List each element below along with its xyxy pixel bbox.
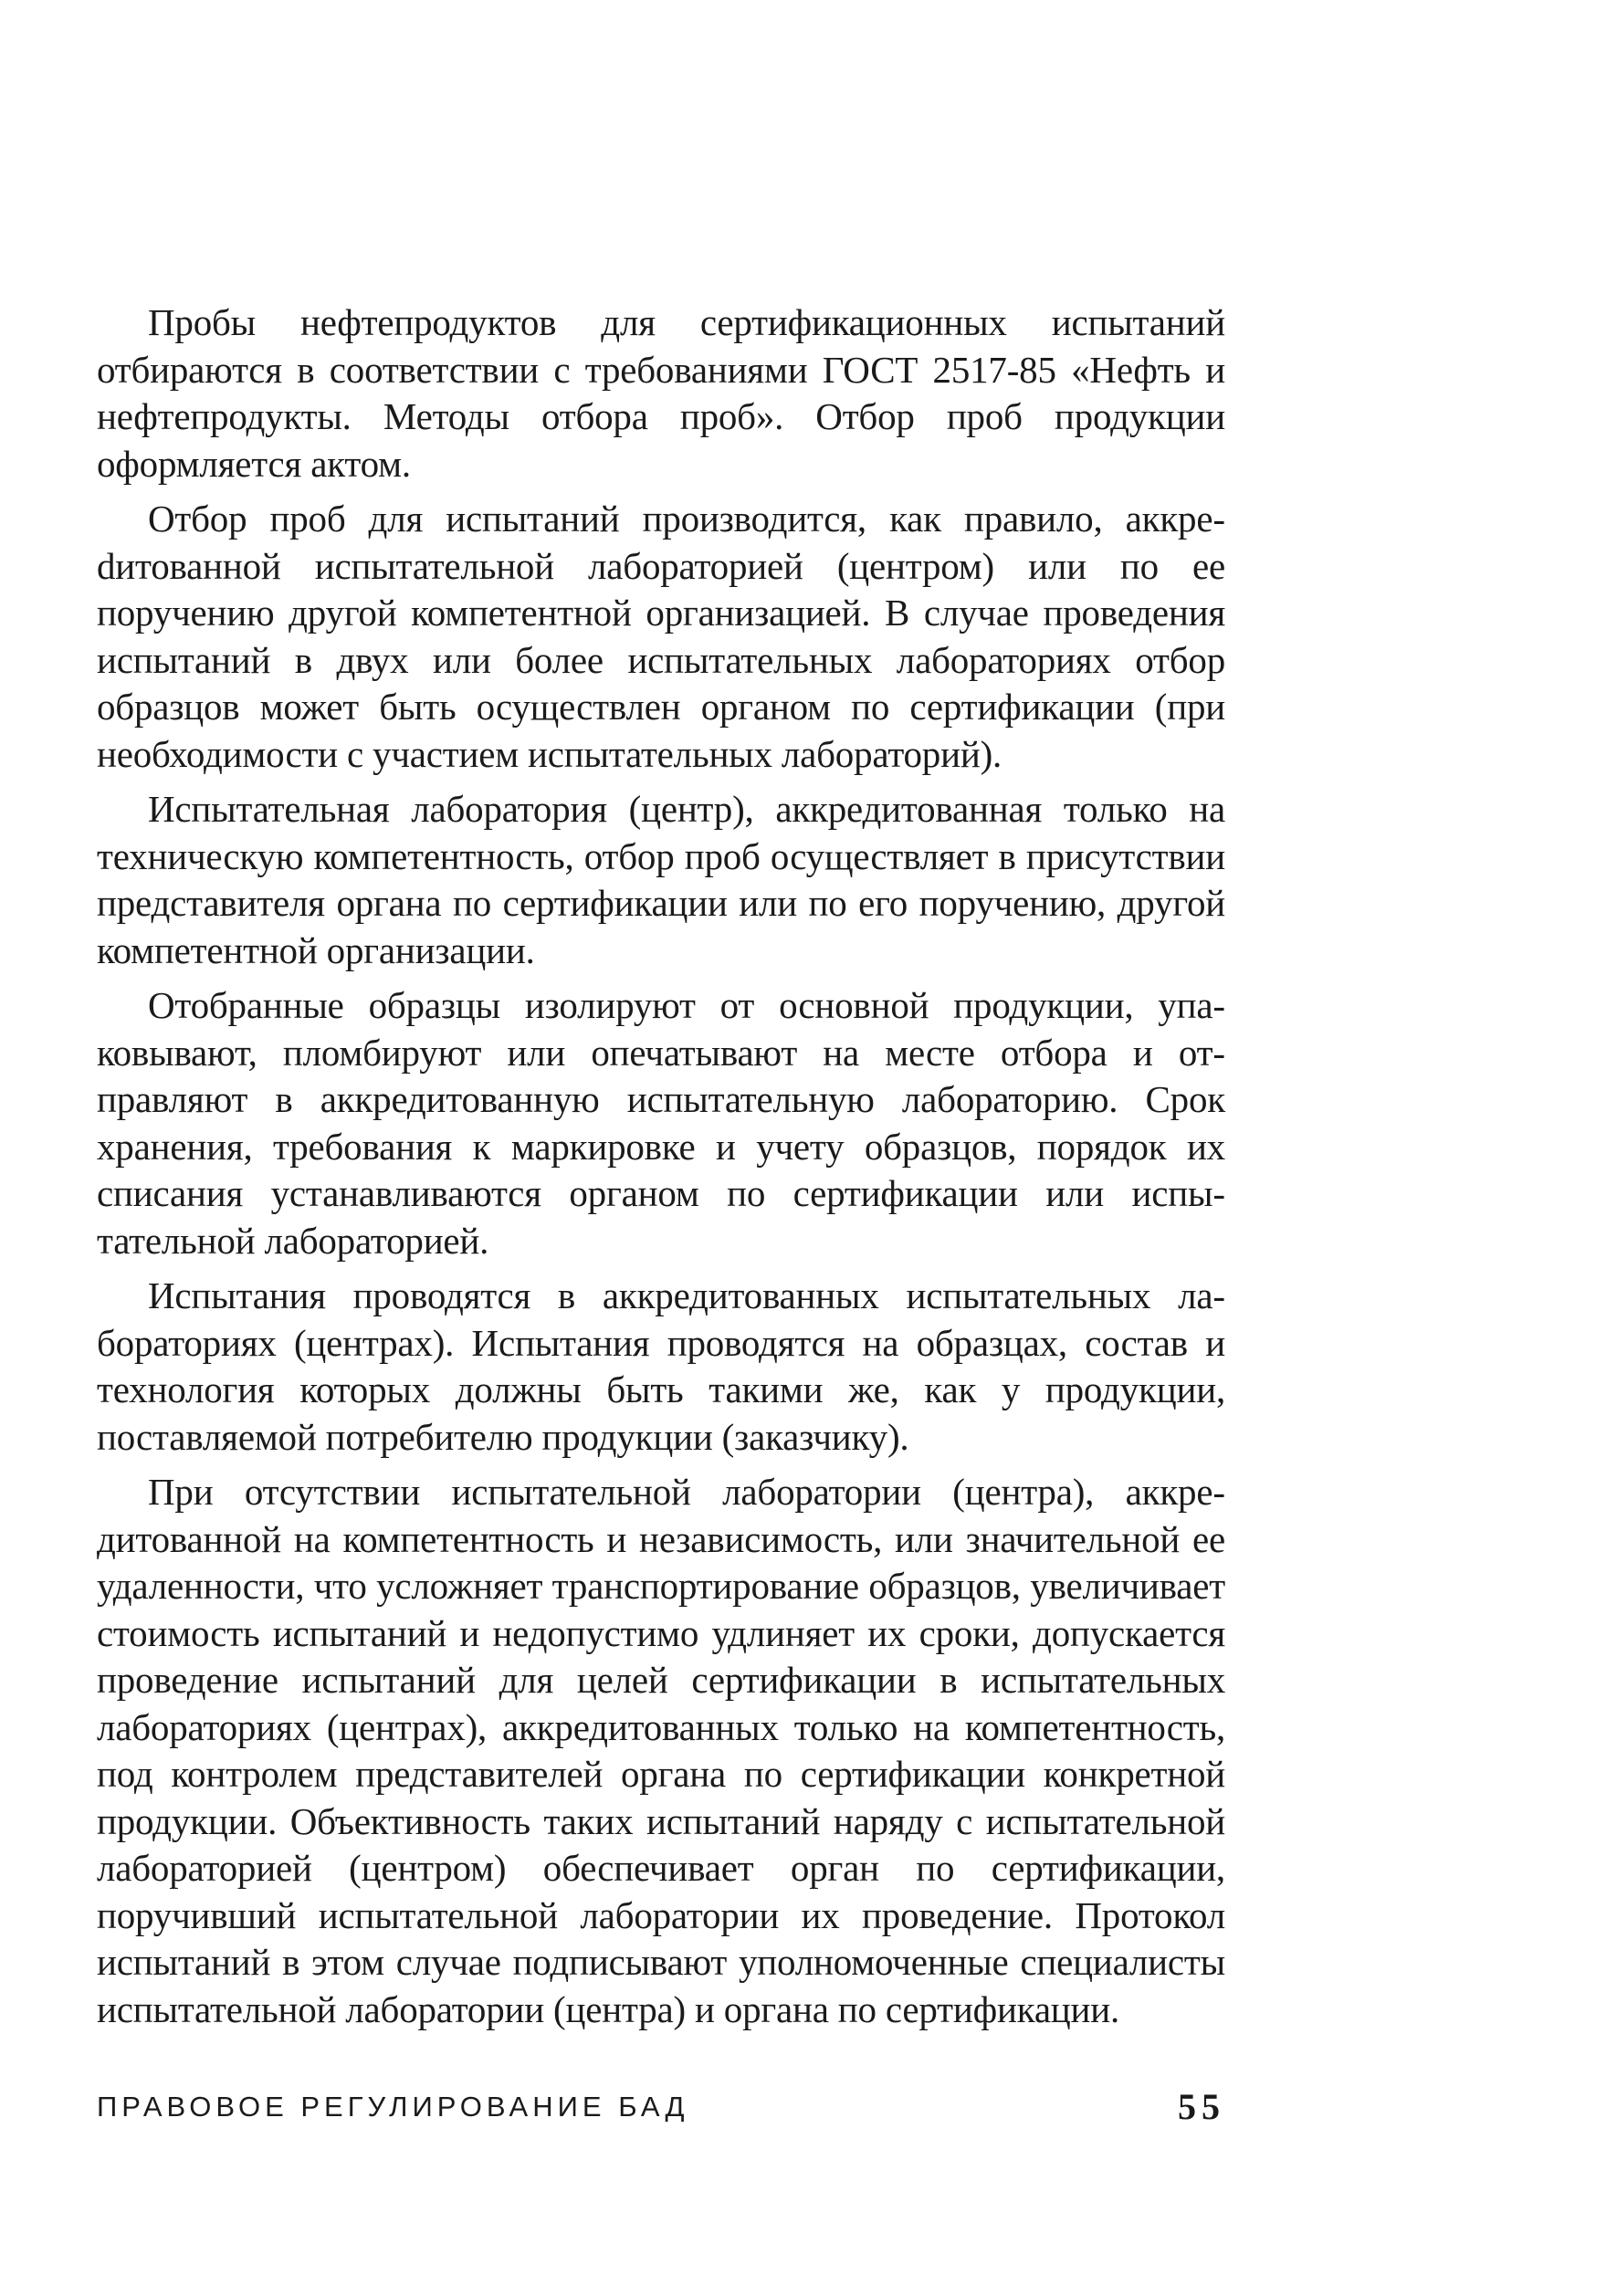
paragraph-6: При отсутствии испытательной лаборатории (центра), аккредитованной на компетентность и независимость, или значительной ее удаленности, что усложняет транспортирование образцов, увеличивает стоимость испытаний и недопустимо удлиняет их сроки, допускается проведение испытаний для целей сертификации в испытательных лабораториях (центрах), аккредитованных только на компетентность, под контролем представителей органа по сертификации конкретной продукции. Объективность таких испытаний наряду с испытательной лабораторией (центром) обеспечивает орган по сертификации, поручивший испытательной лаборатории их проведение. Протокол испытаний в этом случае подписывают уполномоченные специалисты испытательной лаборатории (центра) и органа по сертификации.	[97, 1471, 1225, 2030]
running-head: ПРАВОВОЕ РЕГУЛИРОВАНИЕ БАД	[97, 2091, 689, 2123]
paragraph-2: Отбор проб для испытаний производится, как правило, аккреdитованной испытательной лабораторией (центром) или по ее поручению другой компетентной организацией. В случае проведения испытаний в двух или более испытательных лабораториях отбор образцов может быть осуществлен органом по сертификации (при необходимости с участием испытательных лабораторий).	[97, 498, 1225, 775]
page-footer	[97, 2086, 1225, 2136]
body-text	[97, 299, 1225, 2041]
paragraph-1: Пробы нефтепродуктов для сертификационных испытаний отбираются в соответствии с требованиями ГОСТ 2517-85 «Нефть и нефтепродукты. Методы отбора проб». Отбор проб продукции оформляется актом.	[97, 301, 1225, 485]
paragraph-4: Отобранные образцы изолируют от основной продукции, упаковывают, пломбируют или опечатывают на месте отбора и отправляют в аккредитованную испытательную лабораторию. Срок хранения, требования к маркировке и учету образцов, порядок их списания устанавливаются органом по сертификации или испытательной лабораторией.	[97, 984, 1225, 1262]
paragraph-5: Испытания проводятся в аккредитованных испытательных лабораториях (центрах). Испытания проводятся на образцах, состав и технология которых должны быть такими же, как у продукции, поставляемой потребителю продукции (заказчику).	[97, 1274, 1225, 1458]
page-number: 55	[1178, 2086, 1225, 2127]
paragraph-3: Испытательная лаборатория (центр), аккредитованная только на техническую компетентность, отбор проб осуществляет в присутствии представителя органа по сертификации или по его поручению, другой компетентной организации.	[97, 788, 1225, 971]
